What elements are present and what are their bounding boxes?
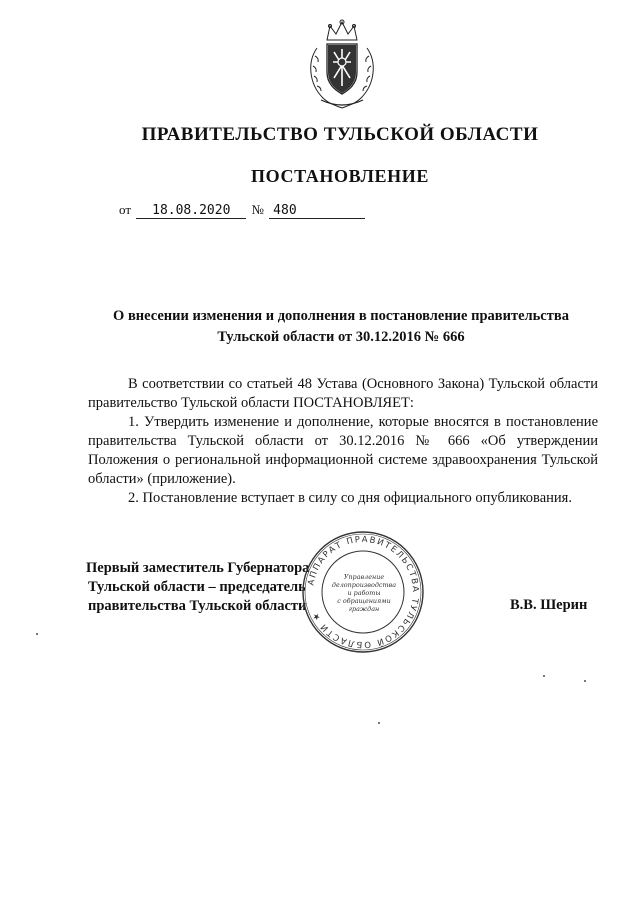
- document-number: 480: [269, 203, 365, 219]
- signatory-position-line: Тульской области – председатель: [88, 579, 306, 595]
- svg-text:и работы: и работы: [347, 589, 381, 597]
- date-prefix: от: [119, 202, 132, 217]
- body-paragraph-item-1: 1. Утвердить изменение и дополнение, которые вносятся в постановление правительства Тульской области от 30.12.2016 № 666 «Об утверждении Положения о региональной информационной системе здравоохранения Тульской области» (приложение).: [88, 414, 598, 487]
- signatory-name: В.В. Шерин: [510, 597, 588, 613]
- svg-text:граждан: граждан: [348, 605, 380, 613]
- document-subject: О внесении изменения и дополнения в постановление правительства Тульской области от 30.12.2016 № 666: [113, 308, 569, 345]
- svg-text:с обращениями: с обращениями: [337, 597, 391, 605]
- government-title: ПРАВИТЕЛЬСТВО ТУЛЬСКОЙ ОБЛАСТИ: [141, 124, 539, 145]
- date-number-line: [119, 202, 365, 219]
- svg-text:АППАРАТ ПРАВИТЕЛЬСТВА ТУЛЬСКОЙ: АППАРАТ ПРАВИТЕЛЬСТВА ТУЛЬСКОЙ ОБЛАСТИ ★: [306, 534, 421, 650]
- document-body: [88, 375, 598, 508]
- scan-speck: [36, 633, 38, 635]
- number-sign: №: [251, 202, 264, 217]
- signatory-position-line: Первый заместитель Губернатора: [86, 560, 310, 576]
- signatory-position: [86, 559, 309, 616]
- scan-speck: [584, 680, 586, 682]
- scan-speck: [543, 675, 545, 677]
- body-paragraph-preamble: В соответствии со статьей 48 Устава (Основного Закона) Тульской области правительство Тульской области ПОСТАНОВЛЯЕТ:: [88, 376, 598, 411]
- scan-speck: [378, 722, 380, 724]
- coat-of-arms-emblem: [303, 18, 381, 110]
- document-date: 18.08.2020: [136, 203, 246, 219]
- svg-text:Управление: Управление: [343, 573, 385, 581]
- svg-text:делопроизводства: делопроизводства: [331, 581, 397, 589]
- document-type-title: ПОСТАНОВЛЕНИЕ: [251, 166, 429, 186]
- signatory-position-line: правительства Тульской области: [88, 598, 307, 614]
- official-stamp: [298, 527, 428, 657]
- body-paragraph-item-2: 2. Постановление вступает в силу со дня официального опубликования.: [128, 490, 572, 506]
